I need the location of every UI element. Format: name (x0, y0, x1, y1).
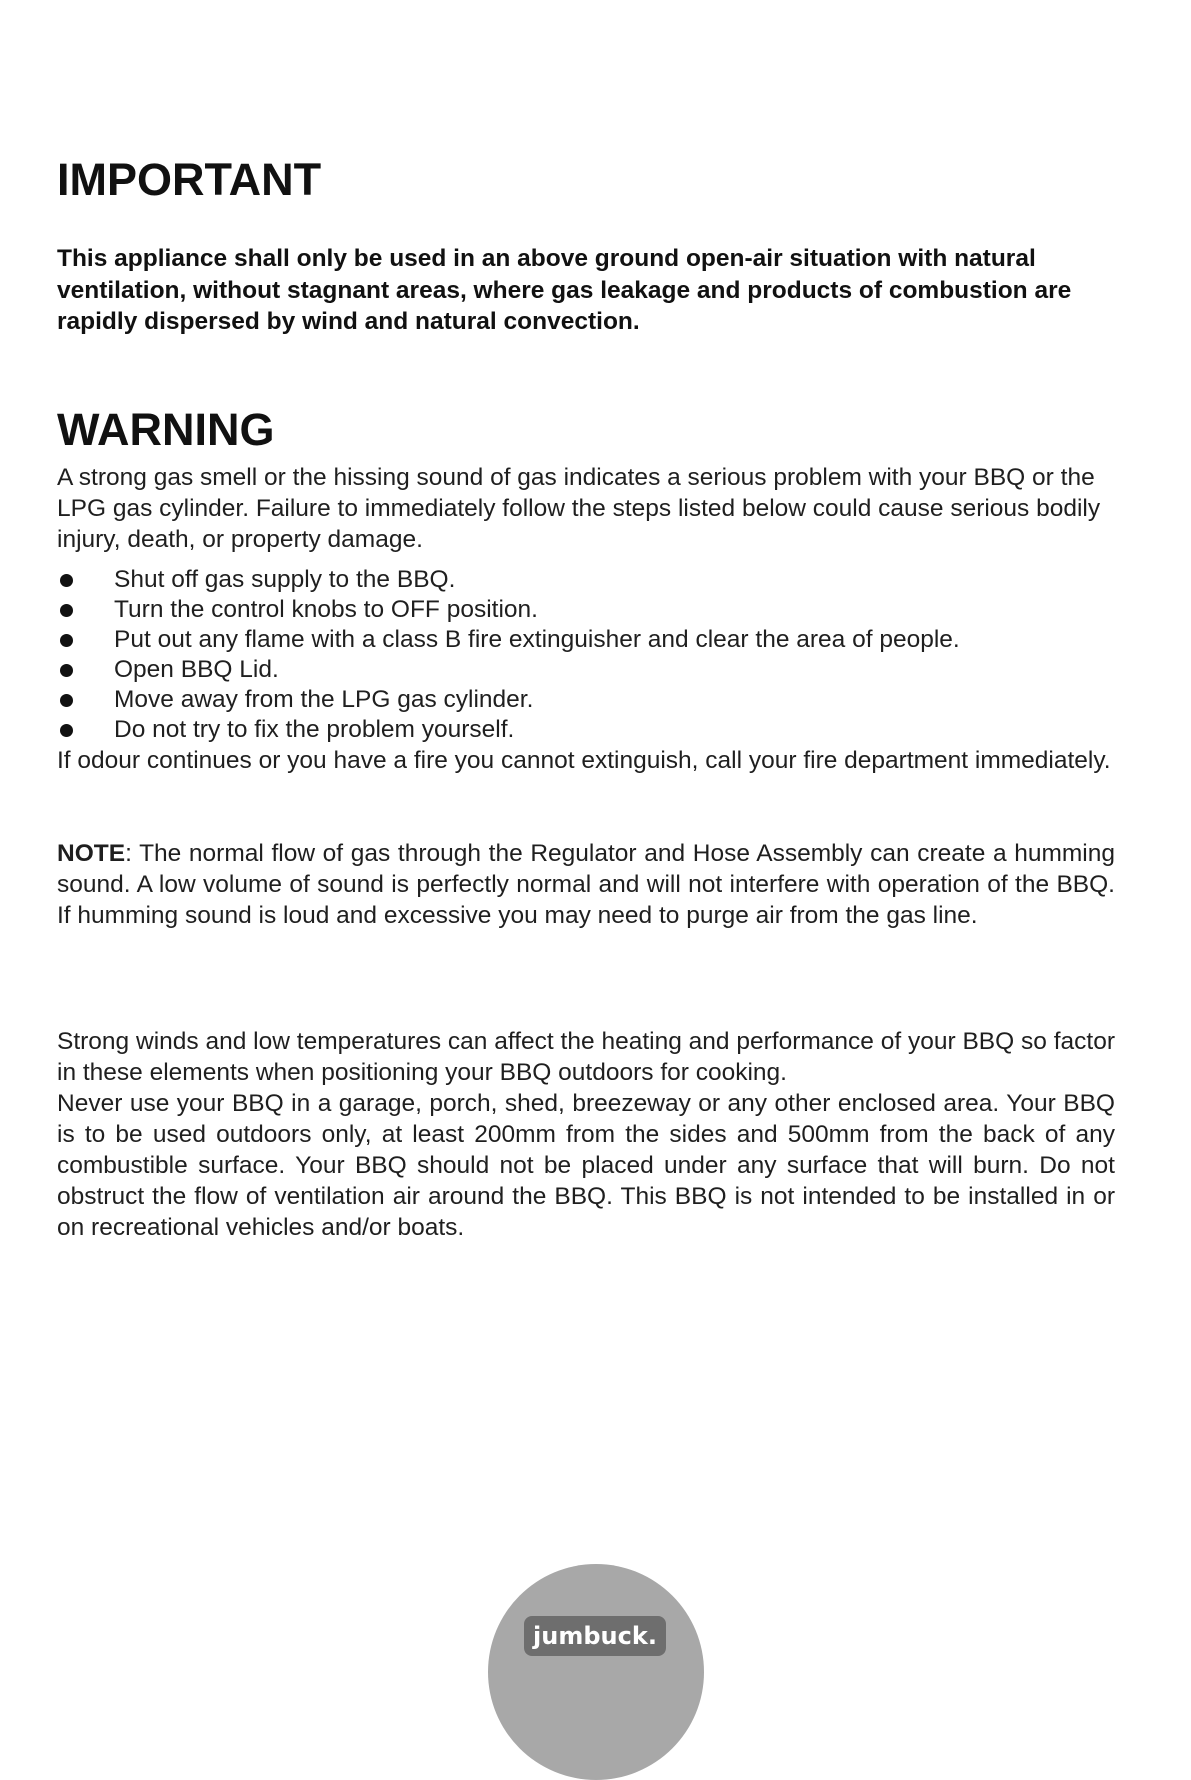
bullet-icon (60, 574, 73, 587)
jumbuck-logo (524, 1616, 666, 1656)
step-text: Open BBQ Lid. (114, 656, 279, 683)
bullet-icon (60, 664, 73, 677)
list-item (57, 565, 1117, 595)
important-heading: IMPORTANT (57, 154, 322, 205)
warning-steps-list (57, 565, 1117, 745)
important-text: This appliance shall only be used in an above ground open-air situation with natural ventilation, without stagnant areas, where gas leakage and products of combustion are rapidly dispersed by wind and natural convection. (57, 245, 1072, 335)
footer-circle (488, 1564, 704, 1780)
step-text: Put out any flame with a class B fire extinguisher and clear the area of people. (114, 626, 960, 653)
list-item (57, 655, 1117, 685)
logo-text: jumbuck. (533, 1622, 657, 1650)
list-item (57, 685, 1117, 715)
note-paragraph (57, 838, 1115, 931)
warning-intro: A strong gas smell or the hissing sound of gas indicates a serious problem with your BBQ or the LPG gas cylinder. Failure to immediately follow the steps listed below could cause serious bodily injury, death, or property damage. (57, 464, 1101, 553)
warning-heading: WARNING (57, 404, 275, 455)
bullet-icon (60, 694, 73, 707)
step-text: Turn the control knobs to OFF position. (114, 596, 538, 623)
placement-paragraph: Never use your BBQ in a garage, porch, shed, breezeway or any other enclosed area. Your BBQ is to be used outdoors only, at least 200mm from the sides and 500mm from the back of any combustible surface. Your BBQ should not be placed under any surface that will burn. Do not obstruct the flow of ventilation air around the BBQ. This BBQ is not intended to be installed in or on recreational vehicles and/or boats. (57, 1090, 1115, 1241)
step-text: Do not try to fix the problem yourself. (114, 716, 515, 743)
step-text: Shut off gas supply to the BBQ. (114, 566, 456, 593)
note-label: NOTE (57, 840, 126, 867)
odour-instruction: If odour continues or you have a fire you cannot extinguish, call your fire department immediately. (57, 747, 1111, 774)
bullet-icon (60, 724, 73, 737)
bullet-icon (60, 634, 73, 647)
winds-paragraph: Strong winds and low temperatures can affect the heating and performance of your BBQ so factor in these elements when positioning your BBQ outdoors for cooking. (57, 1028, 1115, 1086)
step-text: Move away from the LPG gas cylinder. (114, 686, 534, 713)
list-item (57, 625, 1117, 655)
list-item (57, 595, 1117, 625)
bullet-icon (60, 604, 73, 617)
note-text: : The normal flow of gas through the Regulator and Hose Assembly can create a humming sound. A low volume of sound is perfectly normal and will not interfere with operation of the BBQ. If humming sound is loud and excessive you may need to purge air from the gas line. (57, 840, 1115, 929)
list-item (57, 715, 1117, 745)
